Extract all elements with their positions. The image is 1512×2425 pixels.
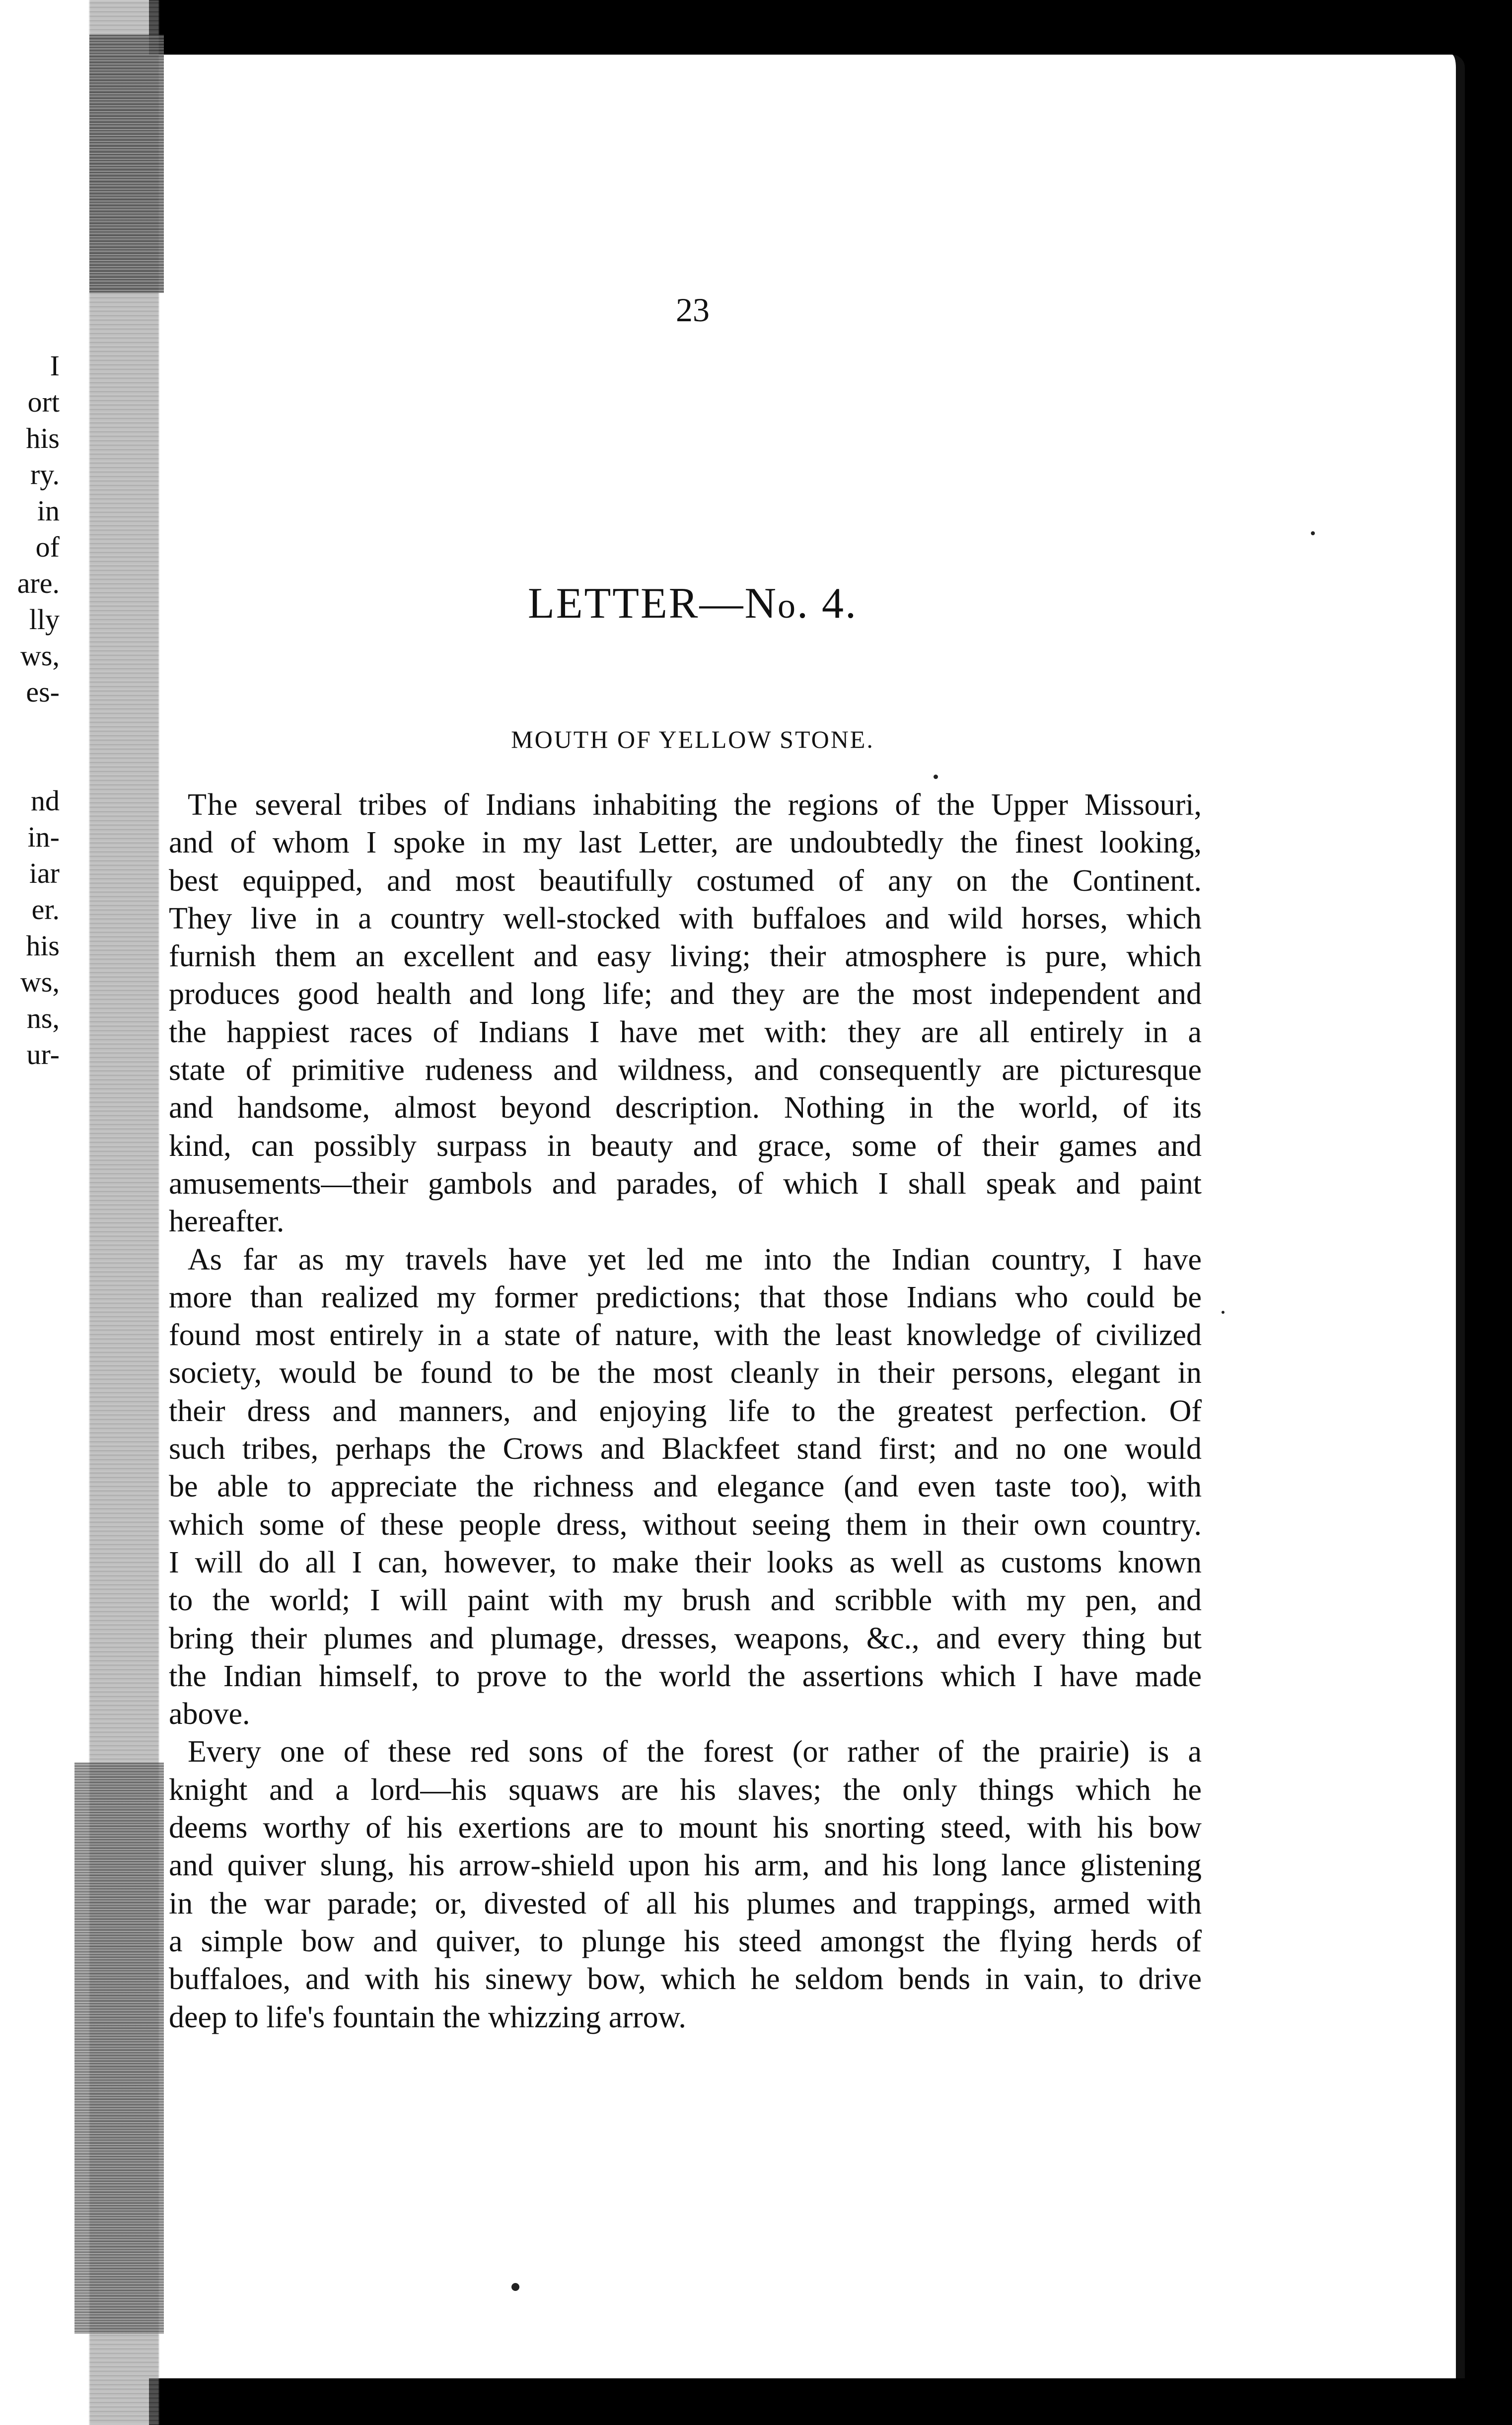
previous-page-fragment: in — [37, 495, 60, 527]
text-line: society, would be found to be the most cleanly in their persons, elegant in — [169, 1356, 1202, 1390]
letter-title — [298, 578, 1087, 629]
text-line: be able to appreciate the richness and elegance (and even taste too), with — [169, 1470, 1202, 1504]
text-line: state of primitive rudeness and wildness, and consequently are picturesque — [169, 1053, 1202, 1087]
text-line: and handsome, almost beyond description. Nothing in the world, of its — [169, 1091, 1202, 1125]
previous-page-fragment: iar — [29, 857, 60, 889]
text-line: deep to life's fountain the whizzing arrow. — [169, 2000, 686, 2034]
scan-speck — [1311, 531, 1315, 535]
text-line: Every one of these red sons of the forest (or rather of the prairie) is a — [188, 1735, 1202, 1769]
previous-page-fragment: ws, — [20, 640, 60, 672]
previous-page-fragment: of — [35, 531, 60, 563]
page-number: 23 — [676, 291, 710, 329]
previous-page-fragment: ns, — [26, 1002, 60, 1034]
body-text — [169, 786, 1202, 2036]
previous-page-fragment: er. — [31, 893, 60, 926]
previous-page-fragment: I — [50, 350, 60, 382]
text-line: furnish them an excellent and easy living; their atmosphere is pure, which — [169, 939, 1202, 974]
previous-page-fragment — [0, 710, 60, 783]
text-line: hereafter. — [169, 1205, 285, 1239]
previous-page-fragment: in- — [27, 821, 60, 853]
title-small: o — [778, 586, 797, 626]
text-line: deems worthy of his exertions are to mount his snorting steed, with his bow — [169, 1811, 1202, 1845]
text-line: kind, can possibly surpass in beauty and grace, some of their games and — [169, 1129, 1202, 1163]
previous-page-fragment: ur- — [26, 1038, 60, 1070]
previous-page-fragment: his — [26, 422, 60, 454]
text-line: and of whom I spoke in my last Letter, are undoubtedly the finest looking, — [169, 826, 1202, 860]
text-line: more than realized my former predictions; that those Indians who could be — [169, 1280, 1202, 1314]
scan-speck — [934, 775, 938, 779]
previous-page-fragment: are. — [17, 567, 60, 599]
dropcap: The — [188, 788, 239, 822]
text-line: in the war parade; or, divested of all his plumes and trappings, armed with — [169, 1886, 1202, 1921]
previous-page-fragment: his — [26, 929, 60, 962]
previous-page-fragment: es- — [26, 676, 60, 708]
title-main: LETTER—N — [527, 579, 778, 628]
text-line: which some of these people dress, without seeing them in their own country. — [169, 1507, 1202, 1542]
text-line: amusements—their gambols and parades, of which I shall speak and paint — [169, 1166, 1202, 1201]
text-line — [169, 786, 1202, 824]
previous-page-fragment: lly — [29, 603, 60, 636]
text-line: best equipped, and most beautifully costumed of any on the Continent. — [169, 863, 1202, 898]
previous-page-fragment: ry. — [30, 458, 60, 491]
scan-speck — [511, 2283, 519, 2291]
text-line: knight and a lord—his squaws are his slaves; the only things which he — [169, 1773, 1202, 1807]
text-line: They live in a country well-stocked with buffaloes and wild horses, which — [169, 901, 1202, 935]
text-line: I will do all I can, however, to make their looks as well as customs known — [169, 1545, 1202, 1579]
scan-speck — [1222, 1311, 1224, 1314]
text-line: the Indian himself, to prove to the world the assertions which I have made — [169, 1659, 1202, 1693]
text-line: produces good health and long life; and they are the most independent and — [169, 977, 1202, 1011]
text-line: and quiver slung, his arrow-shield upon his arm, and his long lance glistening — [169, 1849, 1202, 1883]
text-line: a simple bow and quiver, to plunge his steed amongst the flying herds of — [169, 1924, 1202, 1958]
binding-gutter-bottom — [74, 1763, 164, 2334]
binding-gutter-top — [89, 35, 164, 293]
text-line: As far as my travels have yet led me into the Indian country, I have — [188, 1242, 1202, 1277]
line-text: several tribes of Indians inhabiting the regions of the Upper Missouri, — [238, 788, 1202, 822]
text-line: the happiest races of Indians I have met with: they are all entirely in a — [169, 1015, 1202, 1049]
title-suffix: . 4. — [797, 579, 858, 628]
text-line: such tribes, perhaps the Crows and Blackfeet stand first; and no one would — [169, 1432, 1202, 1466]
previous-page-fragment: nd — [31, 785, 60, 817]
text-line: above. — [169, 1697, 250, 1731]
text-line: found most entirely in a state of nature, with the least knowledge of civilized — [169, 1318, 1202, 1353]
text-line: their dress and manners, and enjoying life to the greatest perfection. Of — [169, 1394, 1202, 1428]
text-line: bring their plumes and plumage, dresses, weapons, &c., and every thing but — [169, 1621, 1202, 1655]
text-line: to the world; I will paint with my brush and scribble with my pen, and — [169, 1583, 1202, 1618]
previous-page-fragments — [0, 348, 60, 1072]
text-line: buffaloes, and with his sinewy bow, which he seldom bends in vain, to drive — [169, 1962, 1202, 1997]
previous-page-fragment: ws, — [20, 966, 60, 998]
place-heading: MOUTH OF YELLOW STONE. — [511, 725, 874, 753]
previous-page-fragment: ort — [27, 386, 60, 418]
